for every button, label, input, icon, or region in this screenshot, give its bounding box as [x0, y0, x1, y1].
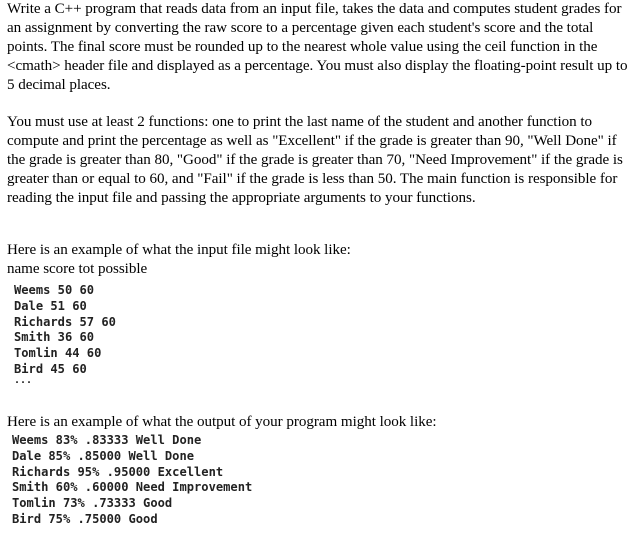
input-ellipsis: ... — [14, 375, 33, 386]
input-line: Smith 36 60 — [14, 330, 95, 345]
intro-paragraph: Write a C++ program that reads data from an input file, takes the data and computes student grades for an assignment by converting the raw score to a percentage given each student's score and the total points. The final score must be rounded up to the nearest whole value using the ceil function in the <cmath> header file and displayed as a percentage. You must also display the floating-point result up to 5 decimal places. — [7, 1, 628, 93]
output-line: Weems 83% .83333 Well Done — [12, 433, 202, 447]
input-line: Richards 57 60 — [14, 314, 116, 329]
output-line: Dale 85% .85000 Well Done — [12, 448, 195, 463]
output-line: Smith 60% .60000 Need Improvement — [12, 480, 253, 495]
input-example-code — [14, 283, 116, 378]
input-example-header: name score tot possible — [7, 261, 148, 277]
requirements-paragraph: You must use at least 2 functions: one to print the last name of the student and another function to compute and print the percentage as well as "Excellent" if the grade is greater than 90, "Well Done" if the grade is greater than 80, "Good" if the grade is greater than 70, "Need Improvement" if the grade is greater than or equal to 60, and "Fail" if the grade is less than 50. The main function is responsible for reading the input file and passing the appropriate arguments to your functions. — [7, 114, 623, 206]
output-line: Bird 75% .75000 Good — [12, 511, 158, 526]
input-example-intro: Here is an example of what the input file might look like: — [7, 242, 351, 258]
input-line: Bird 45 60 — [14, 361, 87, 376]
input-example-section — [7, 241, 631, 279]
input-line: Tomlin 44 60 — [14, 346, 102, 361]
input-line: Dale 51 60 — [14, 298, 87, 313]
output-example-section — [7, 413, 631, 432]
input-line: Weems 50 60 — [14, 283, 95, 297]
output-example-code — [12, 433, 252, 528]
output-example-intro: Here is an example of what the output of your program might look like: — [7, 414, 437, 430]
output-line: Richards 95% .95000 Excellent — [12, 464, 224, 479]
output-line: Tomlin 73% .73333 Good — [12, 496, 173, 511]
